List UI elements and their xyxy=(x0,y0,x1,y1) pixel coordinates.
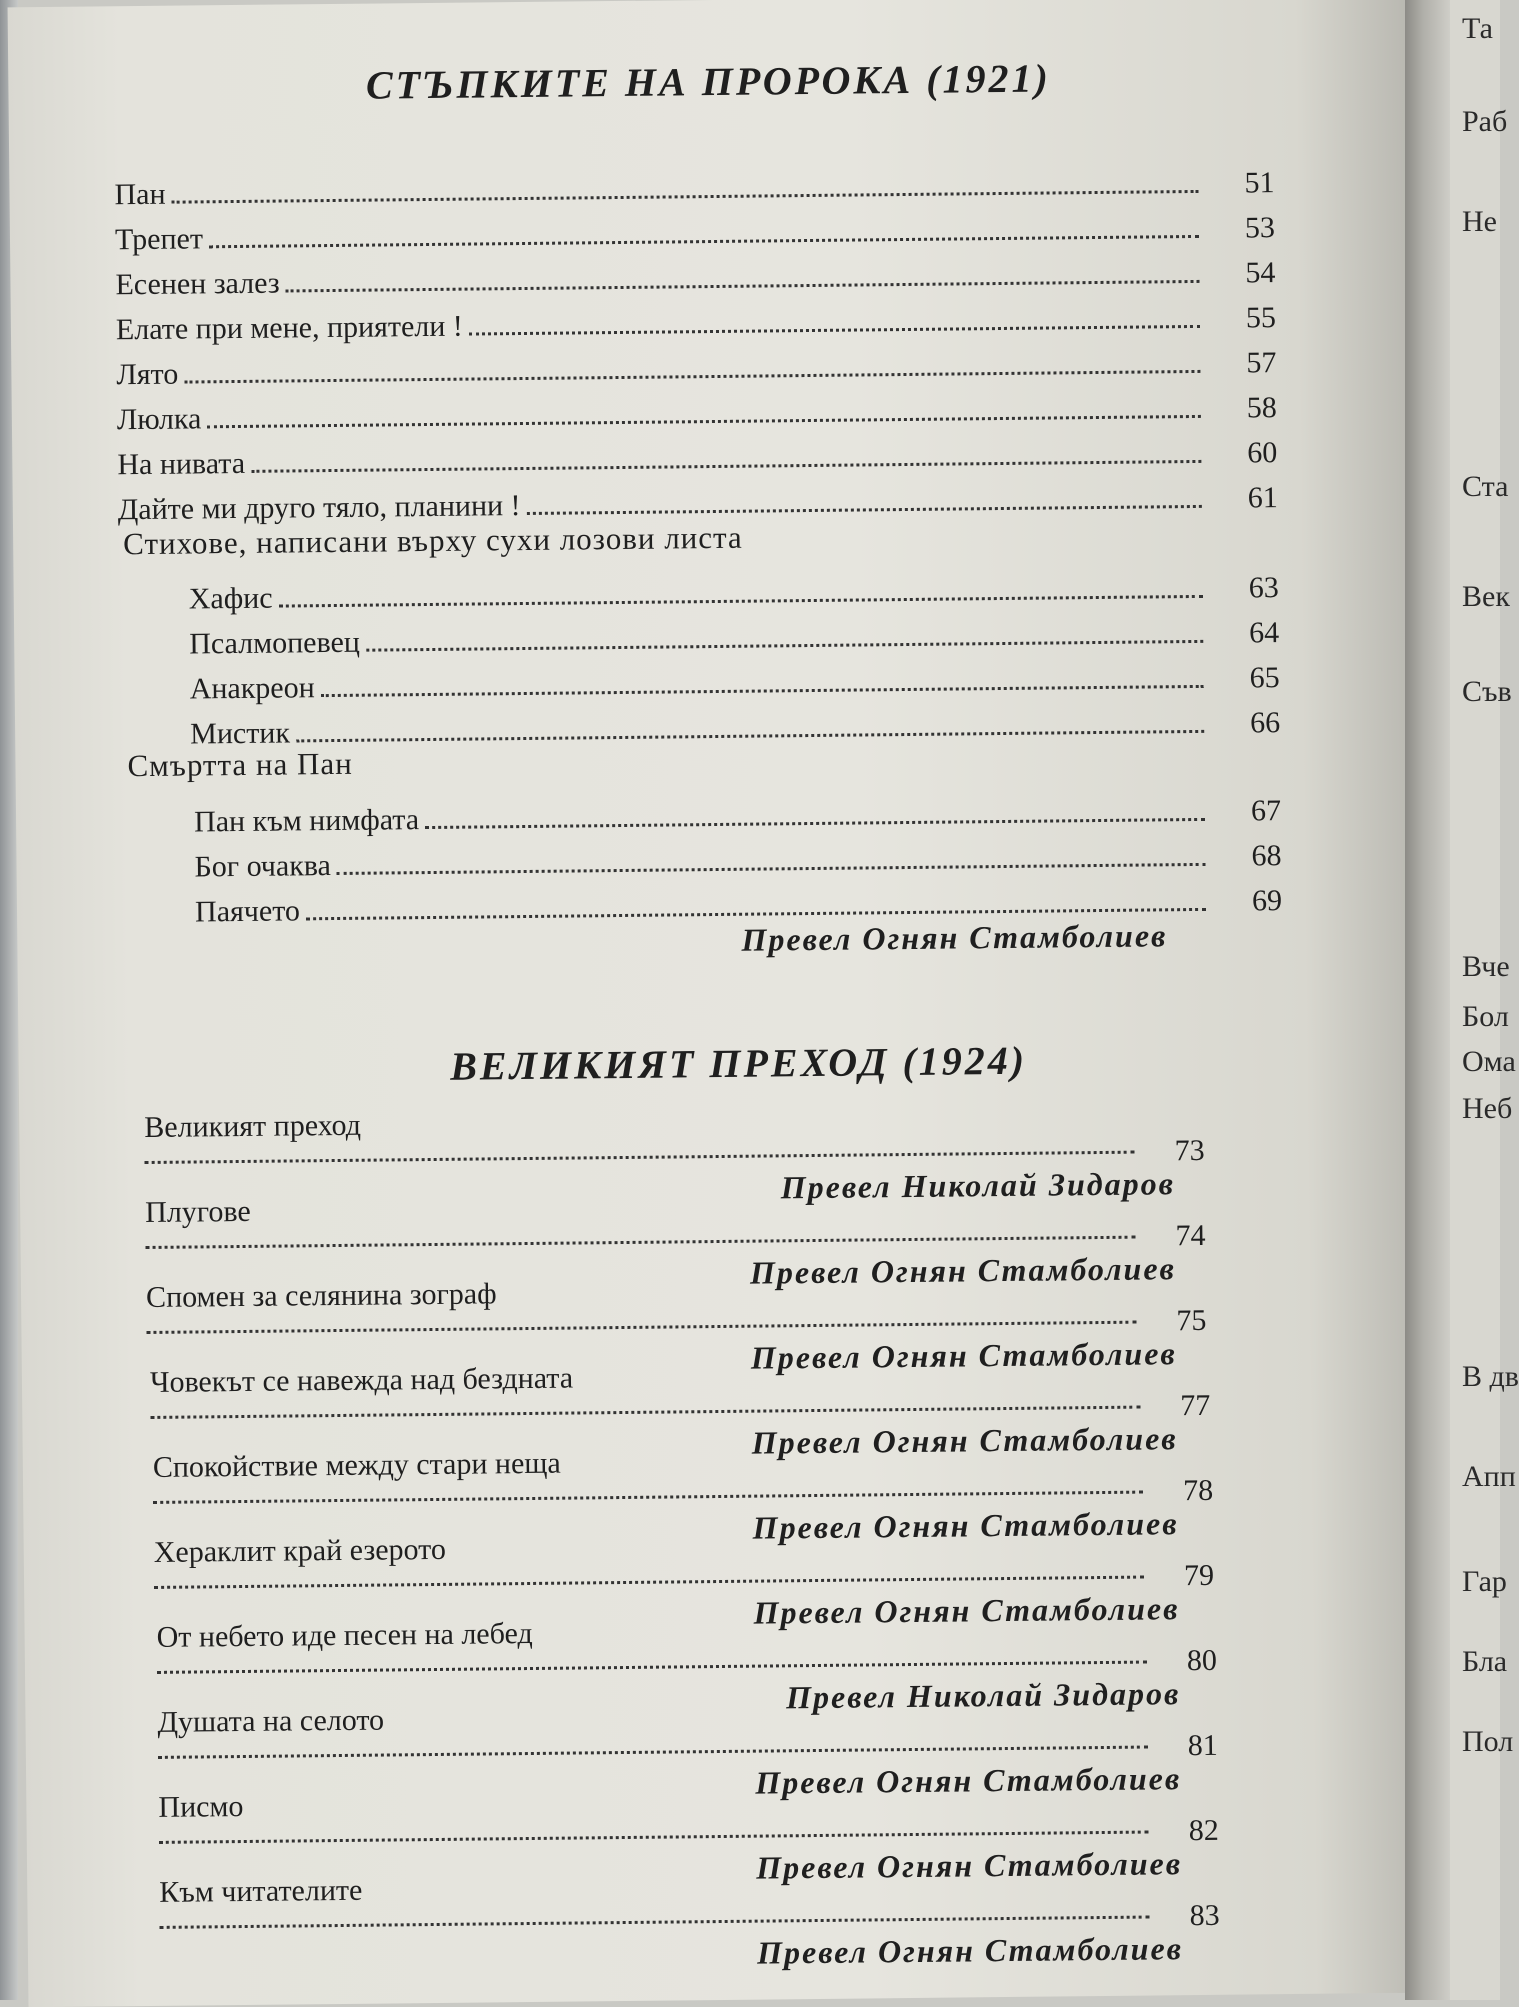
toc-entry: На нивата 60 xyxy=(117,436,1278,482)
toc-subentry: Бог очаква 68 xyxy=(194,839,1282,884)
adjacent-page-fragment: Та Раб Не Ста Век Съв Вче Бол Ома Неб В дв Апп Гар Бла Пол xyxy=(1450,0,1500,2000)
section-title-1: СТЪПКИТЕ НА ПРОРОКА (1921) xyxy=(365,55,1052,108)
toc-subentry: Мистик 66 xyxy=(190,706,1281,751)
section-title-2: ВЕЛИКИЯТ ПРЕХОД (1924) xyxy=(449,1037,1028,1089)
toc-entry: Писмо 82 xyxy=(158,1790,1219,1848)
toc-entry: Към читателите 83 xyxy=(159,1873,1220,1933)
toc-entry: Спокойствие между стари неща 78 xyxy=(152,1446,1214,1508)
book-page xyxy=(8,0,1429,2007)
toc-entry: Великият преход 73 xyxy=(144,1108,1205,1168)
toc-entry: Дайте ми друго тяло, планини ! 61 xyxy=(117,481,1278,527)
translator-credit: Превел Николай Зидаров xyxy=(780,1165,1176,1206)
translator-credit: Превел Огнян Стамболиев xyxy=(750,1335,1177,1376)
book-gutter xyxy=(1405,0,1450,2000)
toc-entry: Люлка 58 xyxy=(116,391,1278,437)
toc-entry: Лято 57 xyxy=(116,346,1277,392)
translator-credit: Превел Огнян Стамболиев xyxy=(753,1590,1180,1631)
toc-entry: Човекът се навежда над бездната 77 xyxy=(149,1361,1211,1423)
toc-entry: Пан 51 xyxy=(114,166,1275,212)
toc-entry: От небето иде песен на лебед 80 xyxy=(156,1616,1218,1678)
translator-credit: Превел Огнян Стамболиев xyxy=(749,1250,1177,1291)
toc-entry: Трепет 53 xyxy=(114,211,1276,257)
translator-credit: Превел Огнян Стамболиев xyxy=(756,1930,1184,1971)
toc-entry: Хераклит край езерото 79 xyxy=(153,1532,1215,1593)
toc-entry: Плугове 74 xyxy=(145,1194,1206,1253)
toc-entry: Душата на селото 81 xyxy=(157,1703,1219,1763)
toc-subentry: Анакреон 65 xyxy=(189,661,1280,706)
toc-group-heading: Смъртта на Пан xyxy=(127,745,353,784)
translator-credit: Превел Огнян Стамболиев xyxy=(751,1420,1178,1461)
translator-credit: Превел Огнян Стамболиев xyxy=(756,1845,1183,1886)
toc-subentry: Хафис 63 xyxy=(188,571,1279,616)
translator-credit: Превел Огнян Стамболиев xyxy=(755,1760,1182,1801)
toc-group-heading: Стихове, написани върху сухи лозови листа xyxy=(123,519,743,562)
translator-credit: Превел Огнян Стамболиев xyxy=(752,1505,1179,1546)
toc-subentry: Пан към нимфата 67 xyxy=(193,794,1282,839)
toc-entry: Елате при мене, приятели ! 55 xyxy=(115,301,1277,347)
toc-entry: Спомен за селянина зограф 75 xyxy=(145,1277,1207,1338)
toc-subentry: Паячето 69 xyxy=(194,884,1283,929)
toc-entry: Есенен залез 54 xyxy=(115,256,1276,302)
translator-credit: Превел Огнян Стамболиев xyxy=(741,917,1168,958)
translator-credit: Превел Николай Зидаров xyxy=(785,1675,1181,1716)
toc-subentry: Псалмопевец 64 xyxy=(189,616,1280,661)
